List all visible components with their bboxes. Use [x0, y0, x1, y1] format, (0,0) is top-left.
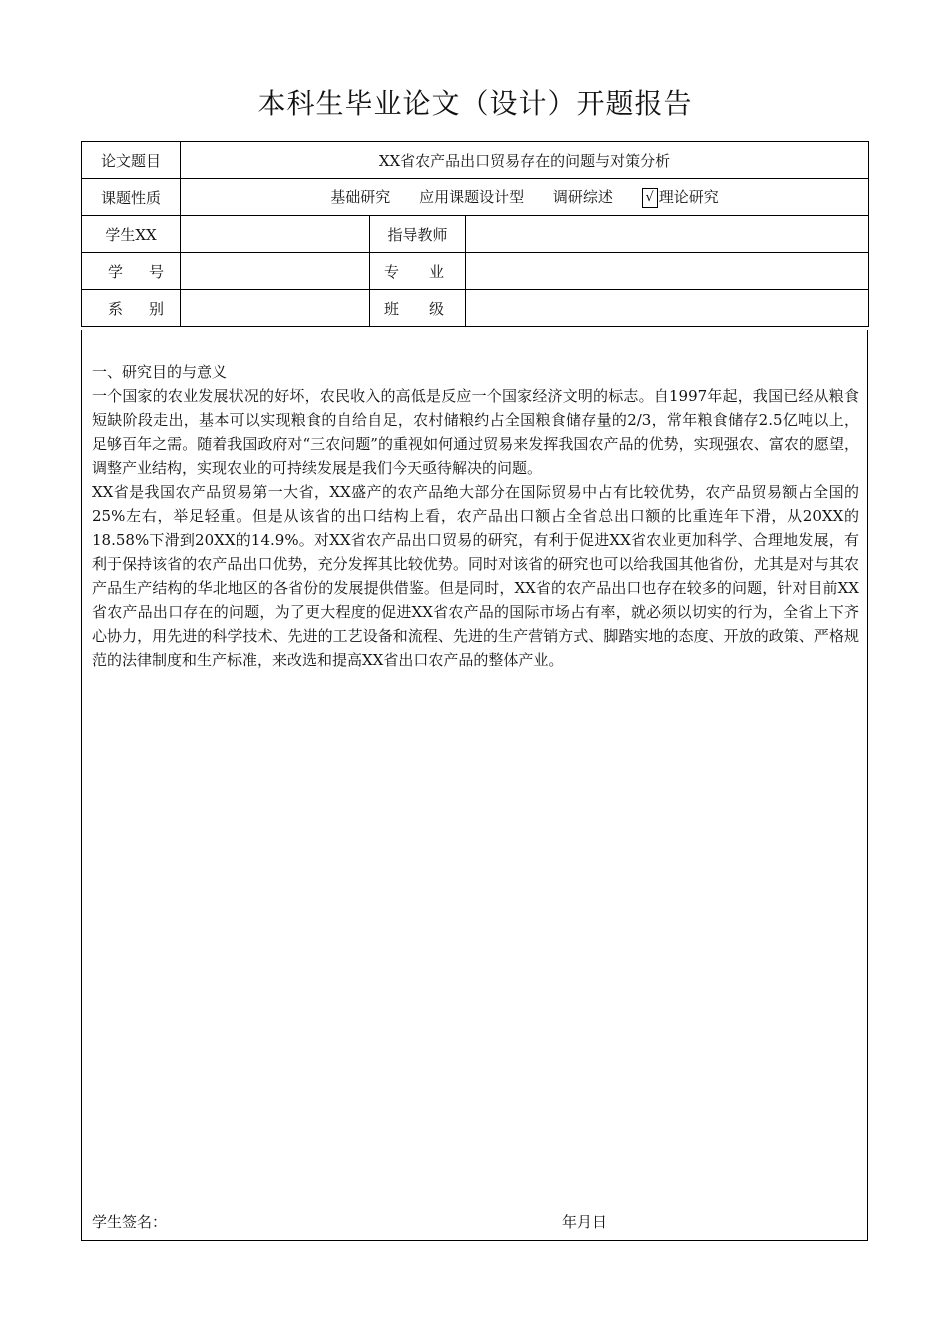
research-paragraphs — [92, 384, 859, 672]
paragraph-2: XX省是我国农产品贸易第一大省，XX盛产的农产品绝大部分在国际贸易中占有比较优势，农产品贸易额占全国的25%左右，举足轻重。但是从该省的出口结构上看，农产品出口额占全省总出口额的比重连年下滑，从20XX的18.58%下滑到20XX的14.9%。对XX省农产品出口贸易的研究，有利于促进XX省农业更加科学、合理地发展，有利于保持该省的农产品出口优势，充分发挥其比较优势。同时对该省的研究也可以给我国其他省份，尤其是对与其农产品生产结构的华北地区的各省份的发展提供借鉴。但是同时，XX省的农产品出口也存在较多的问题，针对目前XX省农产品出口存在的问题，为了更大程度的促进XX省农产品的国际市场占有率，就必须以切实的行为，全省上下齐心协力，用先进的科学技术、先进的工艺设备和流程、先进的生产营销方式、脚踏实地的态度、开放的政策、严格规范的法律制度和生产标准，来改选和提高XX省出口农产品的整体产业。 — [92, 483, 859, 669]
topic-option-theory-research — [642, 188, 719, 206]
department-label: 系别 — [82, 290, 181, 327]
advisor-value — [466, 216, 869, 253]
topic-type-options — [181, 179, 869, 216]
major-label: 专业 — [370, 253, 466, 290]
topic-option-survey-review: 调研综述 — [552, 188, 613, 206]
department-class-row — [82, 290, 869, 327]
major-value — [466, 253, 869, 290]
department-value — [181, 290, 370, 327]
class-value — [466, 290, 869, 327]
student-id-label: 学号 — [82, 253, 181, 290]
student-name-label: 学生XX — [82, 216, 181, 253]
topic-option-applied-design: 应用课题设计型 — [419, 188, 525, 206]
thesis-title-row — [82, 142, 869, 179]
checked-box-icon: √ — [642, 188, 658, 208]
student-id-value — [181, 253, 370, 290]
advisor-label: 指导教师 — [370, 216, 466, 253]
proposal-info-table — [81, 141, 869, 327]
thesis-title-label: 论文题目 — [82, 142, 181, 179]
student-name-value — [181, 216, 370, 253]
date-label: 年月日 — [562, 1213, 608, 1231]
paragraph-1: 一个国家的农业发展状况的好坏，农民收入的高低是反应一个国家经济文明的标志。自1997年起，我国已经从粮食短缺阶段走出，基本可以实现粮食的自给自足，农村储粮约占全国粮食储存量的2/3，常年粮食储存2.5亿吨以上，足够百年之需。随着我国政府对“三农问题”的重视如何通过贸易来发挥我国农产品的优势，实现强农、富农的愿望，调整产业结构，实现农业的可持续发展是我们今天亟待解决的问题。 — [92, 387, 859, 477]
topic-option-basic-research: 基础研究 — [330, 188, 391, 206]
topic-option-theory-label: 理论研究 — [658, 188, 719, 206]
student-signature-label: 学生签名： — [92, 1213, 168, 1231]
student-advisor-row — [82, 216, 869, 253]
class-label: 班级 — [370, 290, 466, 327]
student-id-major-row — [82, 253, 869, 290]
page-title: 本科生毕业论文（设计）开题报告 — [257, 87, 693, 120]
topic-type-row — [82, 179, 869, 216]
thesis-title-value: XX省农产品出口贸易存在的问题与对策分析 — [181, 142, 869, 179]
research-content-box — [81, 330, 868, 1241]
topic-type-label: 课题性质 — [82, 179, 181, 216]
section-heading: 一、研究目的与意义 — [92, 363, 228, 381]
